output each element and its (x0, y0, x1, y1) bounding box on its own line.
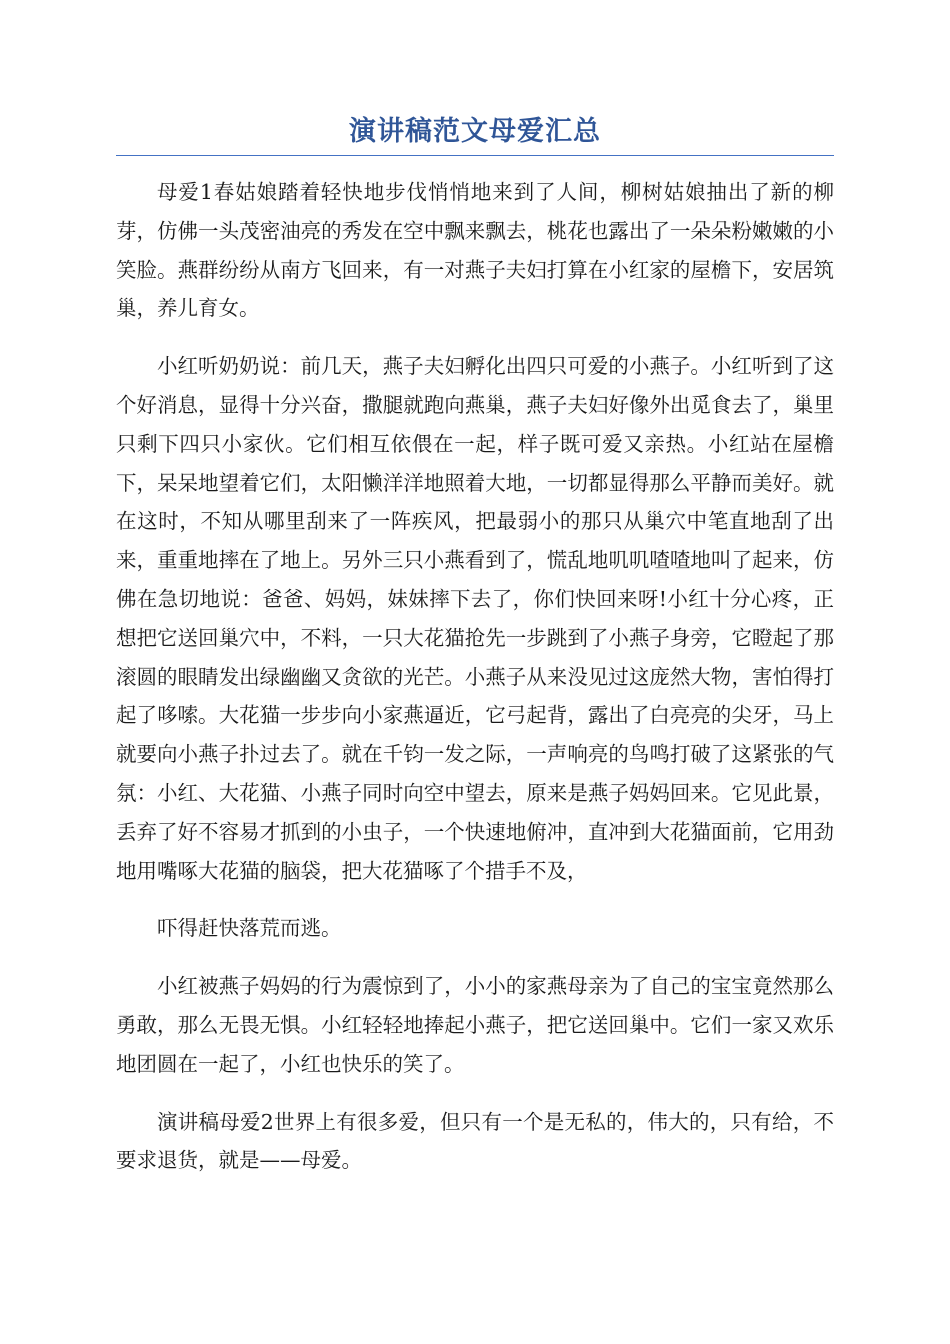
document-body (116, 173, 834, 1199)
paragraph-5: 演讲稿母爱2世界上有很多爱，但只有一个是无私的，伟大的，只有给，不要求退货，就是——母爱。 (116, 1109, 834, 1173)
paragraph-2: 小红听奶奶说：前几天，燕子夫妇孵化出四只可爱的小燕子。小红听到了这个好消息，显得十分兴奋，撒腿就跑向燕巢，燕子夫妇好像外出觅食去了，巢里只剩下四只小家伙。它们相互依偎在一起，样子既可爱又亲热。小红站在屋檐下，呆呆地望着它们，太阳懒洋洋地照着大地，一切都显得那么平静而美好。就在这时，不知从哪里刮来了一阵疾风，把最弱小的那只从巢穴中笔直地刮了出来，重重地摔在了地上。另外三只小燕看到了，慌乱地叽叽喳喳地叫了起来，仿佛在急切地说：爸爸、妈妈，妹妹摔下去了，你们快回来呀!小红十分心疼，正想把它送回巢穴中，不料，一只大花猫抢先一步跳到了小燕子身旁，它瞪起了那滚圆的眼睛发出绿幽幽又贪欲的光芒。小燕子从来没见过这庞然大物，害怕得打起了哆嗦。大花猫一步步向小家燕逼近，它弓起背，露出了白亮亮的尖牙，马上就要向小燕子扑过去了。就在千钧一发之际，一声响亮的鸟鸣打破了这紧张的气氛：小红、大花猫、小燕子同时向空中望去，原来是燕子妈妈回来。它见此景，丢弃了好不容易才抓到的小虫子，一个快速地俯冲，直冲到大花猫面前，它用劲地用嘴啄大花猫的脑袋，把大花猫啄了个措手不及， (116, 354, 834, 883)
paragraph-4: 小红被燕子妈妈的行为震惊到了，小小的家燕母亲为了自己的宝宝竟然那么勇敢，那么无畏无惧。小红轻轻地捧起小燕子，把它送回巢中。它们一家又欢乐地团圆在一起了，小红也快乐的笑了。 (116, 974, 834, 1076)
paragraph-3: 吓得赶快落荒而逃。 (157, 916, 342, 941)
paragraph-1: 母爱1春姑娘踏着轻快地步伐悄悄地来到了人间，柳树姑娘抽出了新的柳芽，仿佛一头茂密油亮的秀发在空中飘来飘去，桃花也露出了一朵朵粉嫩嫩的小笑脸。燕群纷纷从南方飞回来，有一对燕子夫妇打算在小红家的屋檐下，安居筑巢，养儿育女。 (116, 180, 834, 321)
document-title: 演讲稿范文母爱汇总 (349, 116, 601, 147)
title-underline (116, 155, 834, 156)
